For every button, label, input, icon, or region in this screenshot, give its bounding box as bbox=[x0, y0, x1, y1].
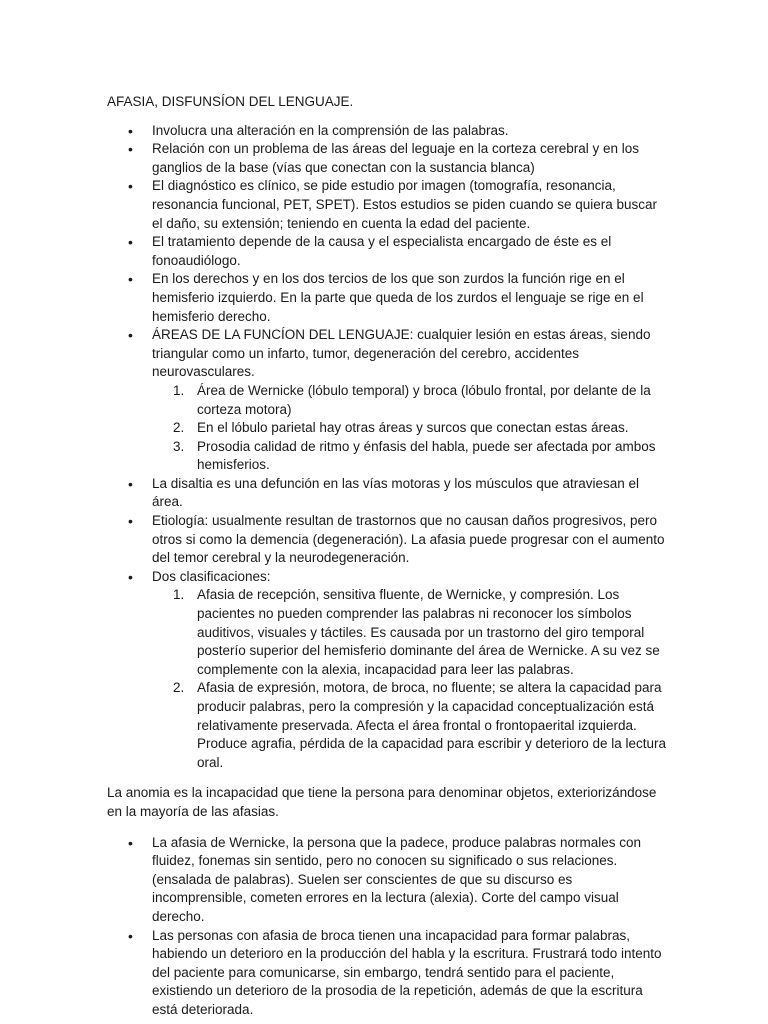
list-item bbox=[107, 568, 667, 773]
document-title: AFASIA, DISFUNSÍON DEL LENGUAJE. bbox=[107, 94, 354, 109]
numbered-item-text: Afasia de recepción, sensitiva fluente, de Wernicke, y compresión. Los pacientes no pueden comprender las palabras ni reconocer los símbolos auditivos, visuales y táctiles. Es causada por un trastorno del giro temporal posterío superior del hemisferio dominante del área de Wernicke. A su vez se complemente con la alexia, incapacidad para leer las palabras. bbox=[197, 587, 660, 677]
list-item-text: La afasia de Wernicke, la persona que la padece, produce palabras normales con fluidez, fonemas sin sentido, pero no conocen su significado o sus relaciones. (ensalada de palabras). Suelen ser conscientes de que su discurso es incomprensible, cometen errores en la lectura (alexia). Corte del campo visual derecho. bbox=[152, 834, 642, 924]
clasificaciones-numbered-list bbox=[152, 586, 667, 772]
list-item-text: Las personas con afasia de broca tienen una incapacidad para formar palabras, habiendo un deterioro en la producción del habla y la escritura. Frustrará todo intento del paciente para comunicarse, sin embargo, tendrá sentido para el paciente, existiendo un deterioro de la prosodia de la repetición, además de que la escritura está deteriorada. bbox=[152, 927, 662, 1017]
areas-numbered-list bbox=[152, 382, 667, 475]
bullet-icon: • bbox=[128, 834, 133, 851]
numbered-item bbox=[152, 438, 667, 475]
bullet-icon: • bbox=[128, 927, 133, 944]
secondary-bullet-list bbox=[107, 834, 667, 1020]
numbered-item-text: Afasia de expresión, motora, de broca, no fluente; se altera la capacidad para producir palabras, pero la compresión y la capacidad conceptualización está relativamente preservada. Afecta el área frontal o frontopaerital izquierda. Produce agrafia, pérdida de la capacidad para escribir y deterioro de la lectura oral. bbox=[197, 680, 667, 770]
numbered-item-text: Área de Wernicke (lóbulo temporal) y broca (lóbulo frontal, por delante de la corteza motora) bbox=[197, 382, 651, 417]
bullet-icon: • bbox=[128, 568, 133, 585]
list-item bbox=[107, 177, 667, 233]
list-item-text: El diagnóstico es clínico, se pide estudio por imagen (tomografía, resonancia, resonancia funcional, PET, SPET). Estos estudios se piden cuando se quiera buscar el daño, su extensión; teniendo en cuenta la edad del paciente. bbox=[152, 178, 658, 231]
main-bullet-list bbox=[107, 122, 667, 773]
document-body bbox=[107, 93, 667, 1020]
list-item-text: El tratamiento depende de la causa y el especialista encargado de éste es el fonoaudiólogo. bbox=[152, 234, 612, 268]
list-item bbox=[107, 122, 667, 141]
list-item bbox=[107, 140, 667, 177]
list-item bbox=[107, 927, 667, 1020]
bullet-icon: • bbox=[128, 327, 133, 344]
list-item-text: Relación con un problema de las áreas del leguaje en la corteza cerebral y en los ganglios de la base (vías que conectan con la sustancia blanca) bbox=[152, 141, 640, 175]
anomia-paragraph: La anomia es la incapacidad que tiene la persona para denominar objetos, exteriorizándose en la mayoría de las afasias. bbox=[107, 785, 657, 819]
numbered-item bbox=[152, 382, 667, 419]
list-item bbox=[107, 475, 667, 512]
numbered-item-text: Prosodia calidad de ritmo y énfasis del habla, puede ser afectada por ambos hemisferios. bbox=[197, 438, 656, 473]
bullet-icon: • bbox=[128, 122, 133, 139]
item-number: 1. bbox=[173, 382, 185, 398]
list-item bbox=[107, 233, 667, 270]
list-item-text: En los derechos y en los dos tercios de los que son zurdos la función rige en el hemisferio izquierdo. En la parte que queda de los zurdos el lenguaje se rige en el hemisferio derecho. bbox=[152, 271, 644, 324]
numbered-item bbox=[152, 679, 667, 772]
list-item-text: Dos clasificaciones: bbox=[152, 568, 271, 584]
item-number: 2. bbox=[173, 680, 185, 696]
list-item-text: Involucra una alteración en la comprensión de las palabras. bbox=[152, 122, 509, 138]
bullet-icon: • bbox=[128, 141, 133, 158]
bullet-icon: • bbox=[128, 513, 133, 530]
list-item-text: ÁREAS DE LA FUNCÍON DEL LENGUAJE: cualquier lesión en estas áreas, siendo triangular como un infarto, tumor, degeneración del cerebro, accidentes neurovasculares. bbox=[152, 327, 651, 380]
item-number: 3. bbox=[173, 438, 185, 454]
list-item bbox=[107, 270, 667, 326]
numbered-item-text: En el lóbulo parietal hay otras áreas y surcos que conectan estas áreas. bbox=[197, 420, 629, 436]
bullet-icon: • bbox=[128, 475, 133, 492]
list-item-text: Etiología: usualmente resultan de trastornos que no causan daños progresivos, pero otros si como la demencia (degeneración). La afasia puede progresar con el aumento del temor cerebral y la neurodegeneración. bbox=[152, 513, 665, 566]
bullet-icon: • bbox=[128, 234, 133, 251]
item-number: 1. bbox=[173, 587, 185, 603]
list-item bbox=[107, 512, 667, 568]
numbered-item bbox=[152, 586, 667, 679]
list-item bbox=[107, 834, 667, 927]
list-item-text: La disaltia es una defunción en las vías motoras y los músculos que atraviesan el área. bbox=[152, 475, 640, 510]
bullet-icon: • bbox=[128, 178, 133, 195]
numbered-item bbox=[152, 419, 667, 438]
list-item bbox=[107, 326, 667, 475]
bullet-icon: • bbox=[128, 271, 133, 288]
item-number: 2. bbox=[173, 420, 185, 436]
